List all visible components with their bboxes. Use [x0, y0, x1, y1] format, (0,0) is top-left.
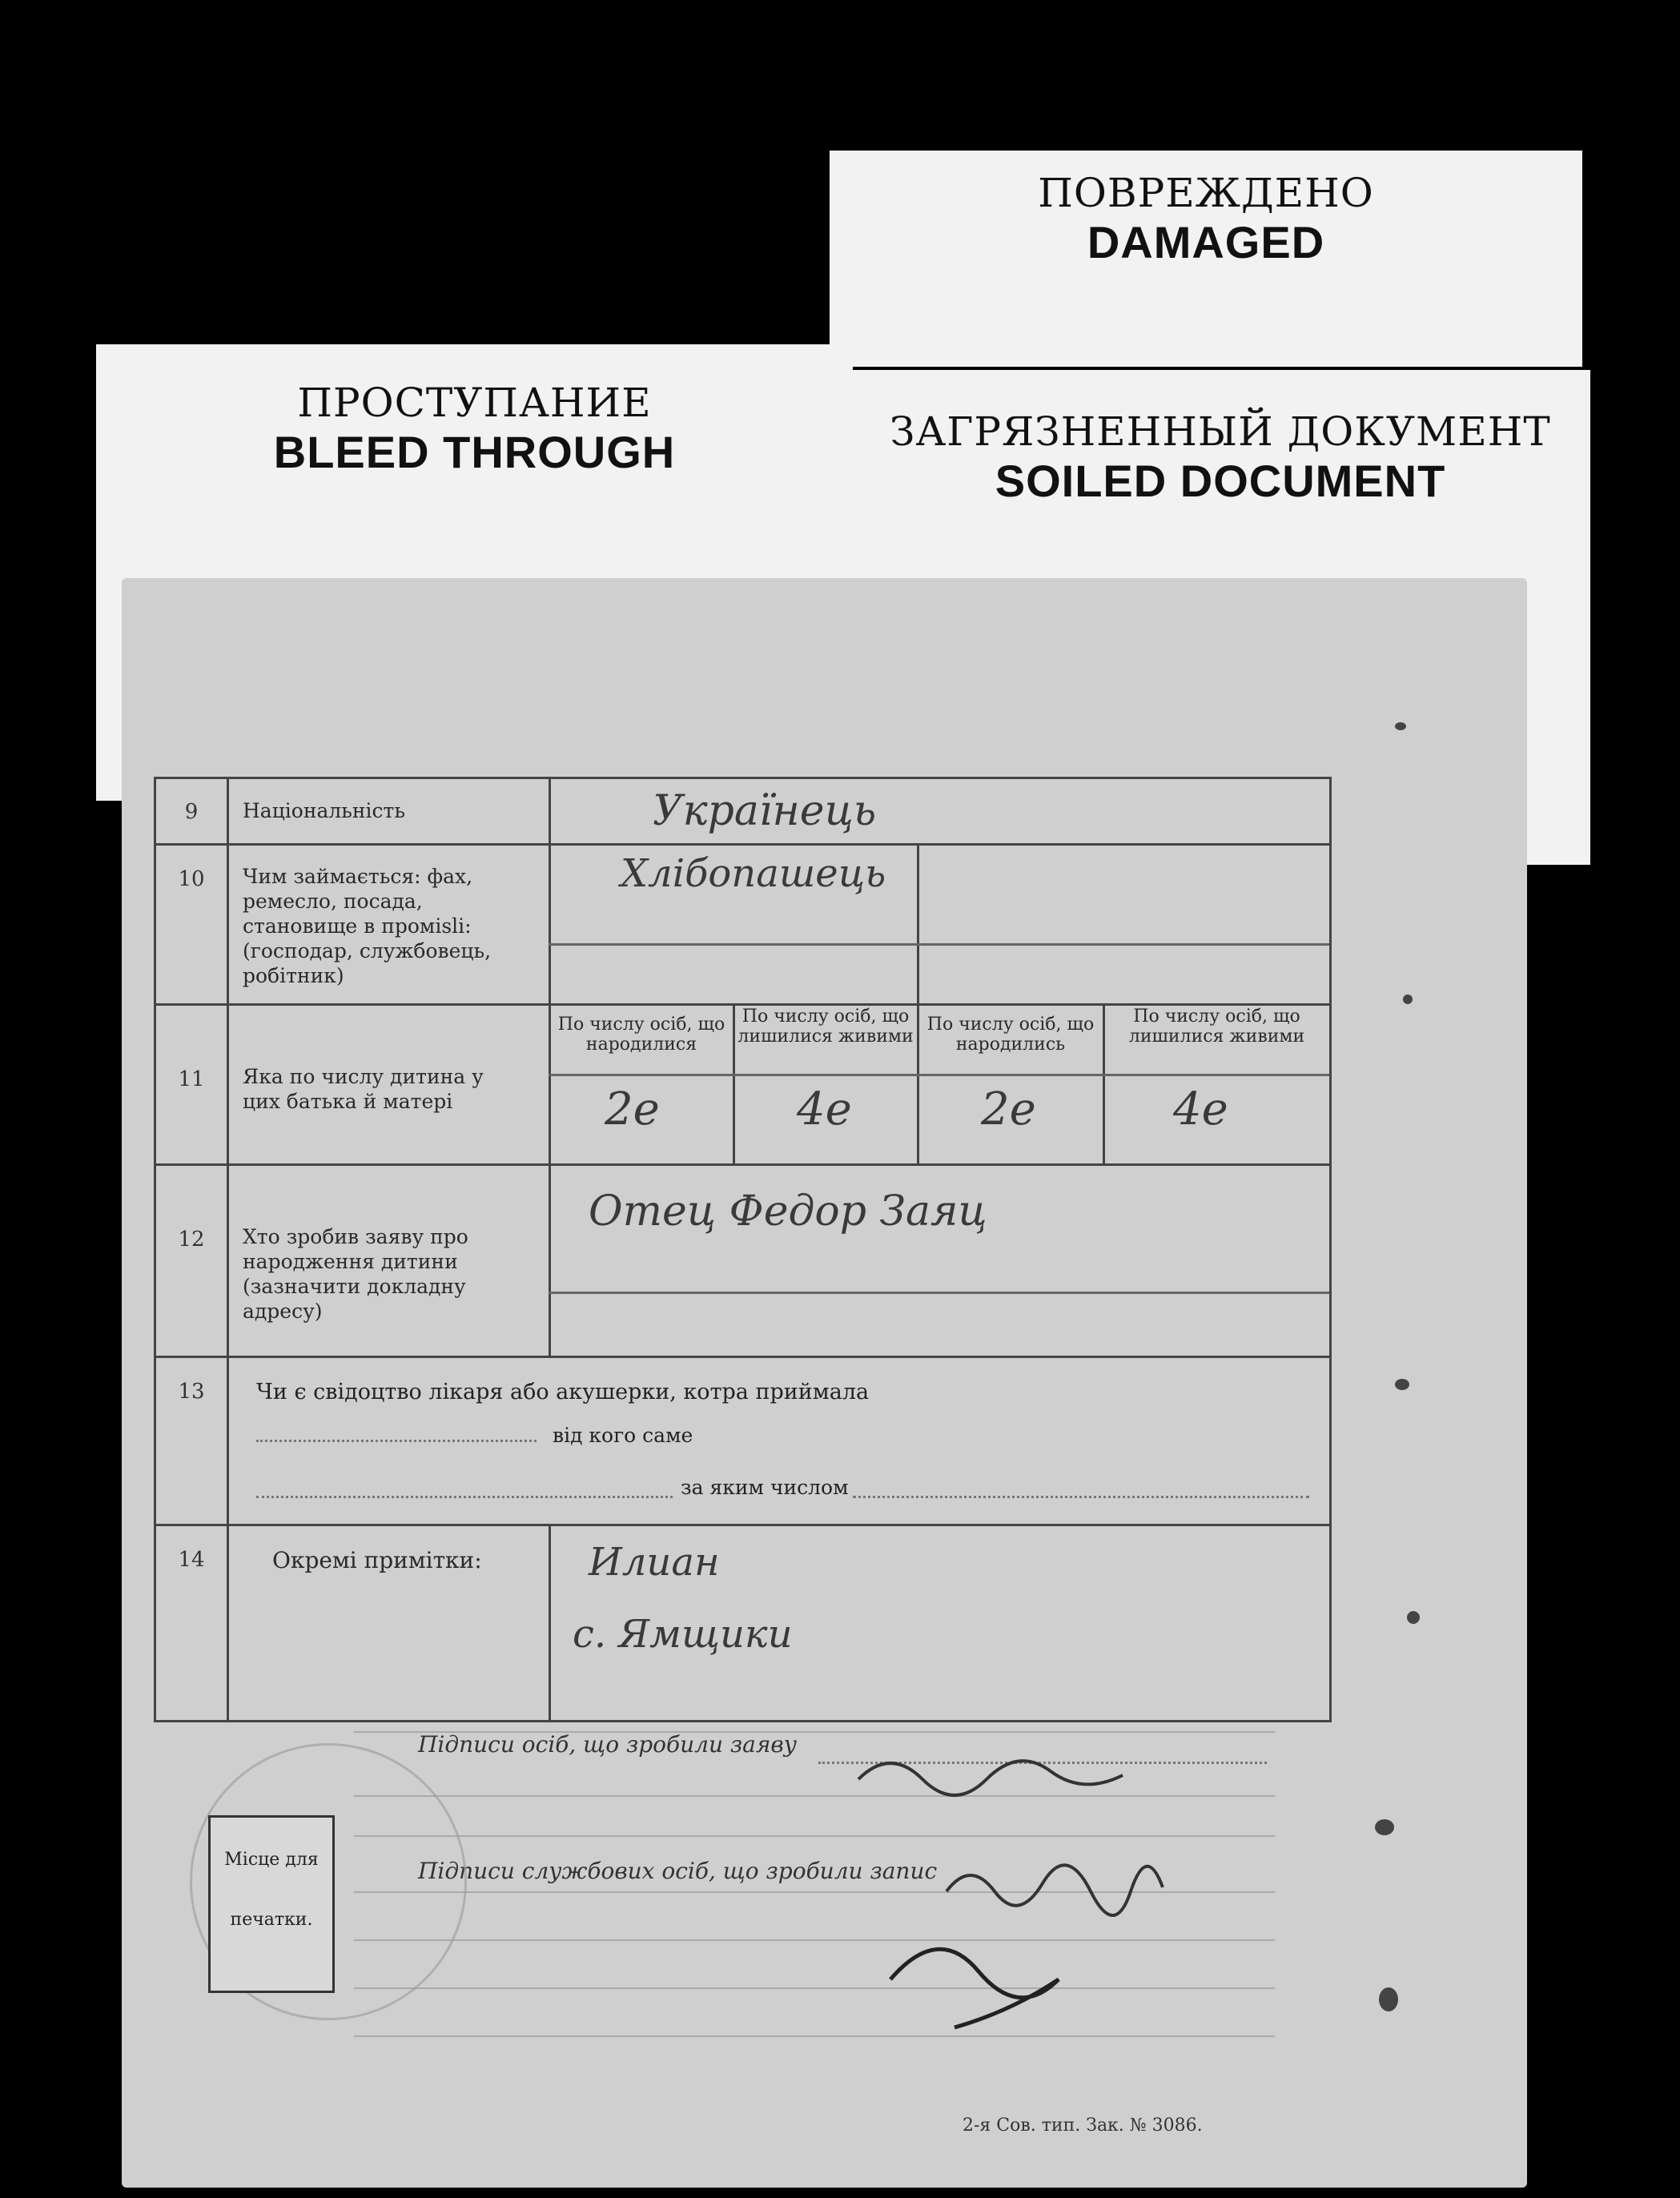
blank-line: [853, 1496, 1309, 1498]
column-divider: [549, 1524, 551, 1720]
count-header: По числу осіб, що лишилися живими: [1128, 1007, 1305, 1047]
handwritten-note: с. Ямщики: [573, 1612, 793, 1657]
table-row: [156, 843, 1329, 1006]
row-number: 12: [178, 1228, 205, 1252]
stain-mark: [1403, 995, 1413, 1004]
table-row: [156, 1163, 1329, 1358]
damaged-ru-text: ПОВРЕЖДЕНО: [1038, 170, 1374, 216]
from-whom-label: від кого саме: [553, 1424, 693, 1447]
handwritten-value: Українець: [653, 787, 877, 835]
count-header: По числу осіб, що народились: [926, 1015, 1095, 1055]
column-divider: [549, 1003, 551, 1163]
stain-mark: [1395, 722, 1406, 730]
form-table: [154, 777, 1332, 1722]
stain-mark: [1395, 1379, 1409, 1390]
column-divider: [917, 843, 919, 1003]
column-divider: [733, 1003, 735, 1163]
count-header: По числу осіб, що народилися: [557, 1015, 725, 1055]
row-number: 14: [178, 1548, 205, 1572]
blank-line: [256, 1496, 673, 1498]
column-divider: [549, 1163, 551, 1356]
table-row: [156, 1524, 1329, 1720]
handwritten-note: Илиан: [589, 1540, 720, 1585]
birth-record-sheet: [122, 578, 1527, 2188]
table-row: [156, 779, 1329, 846]
which-date-label: за яким числом: [681, 1476, 849, 1499]
handwritten-count: 2е: [981, 1083, 1036, 1135]
row-label: Національність: [243, 799, 405, 822]
row-divider: [549, 943, 1329, 946]
seal-caption: печатки.: [230, 1910, 313, 1930]
soiled-en-text: SOILED DOCUMENT: [995, 456, 1446, 506]
seal-caption: Місце для: [224, 1850, 319, 1870]
handwritten-count: 4е: [1173, 1083, 1228, 1135]
row-divider: [549, 1074, 1329, 1076]
bleed-ru-text: ПРОСТУПАНИЕ: [297, 380, 652, 426]
column-divider: [549, 779, 551, 843]
column-divider: [917, 1003, 919, 1163]
row-label: Чим займається: фах, ремесло, посада, становище в промislі: (господар, службовець, робітник): [243, 865, 492, 987]
column-divider: [549, 843, 551, 1003]
handwritten-value: Отец Федор Заяц: [589, 1187, 987, 1236]
table-row: [156, 1356, 1329, 1526]
seal-placeholder-box: [208, 1815, 335, 1993]
blank-line: [256, 1440, 537, 1442]
damaged-en-text: DAMAGED: [1087, 217, 1325, 267]
handwritten-signatures: [842, 1731, 1403, 2051]
soiled-ru-text: ЗАГРЯЗНЕННЫЙ ДОКУМЕНТ: [890, 408, 1551, 455]
row-label: Яка по числу дитина у цих батька й матері: [243, 1065, 484, 1113]
officials-signature-label: Підписи службових осіб, що зробили запис: [418, 1858, 938, 1884]
row-number: 11: [178, 1067, 205, 1091]
print-note: 2-я Сов. тип. Зак. № 3086.: [963, 2116, 1203, 2136]
row-divider: [549, 1292, 1329, 1294]
bleed-en-text: BLEED THROUGH: [273, 427, 676, 477]
row-label: Окремі примітки:: [272, 1547, 482, 1573]
row-label: Хто зробив заяву про народження дитини (зазначити докладну адресу): [243, 1225, 468, 1323]
handwritten-count: 4е: [797, 1083, 852, 1135]
row-number: 13: [178, 1380, 205, 1404]
column-divider: [1103, 1003, 1105, 1163]
row-number: 10: [178, 867, 205, 891]
damaged-placard: [830, 151, 1582, 367]
handwritten-count: 2е: [605, 1083, 660, 1135]
count-header: По числу осіб, що лишилися живими: [738, 1007, 914, 1047]
applicants-signature-label: Підписи осіб, що зробили заяву: [418, 1731, 797, 1758]
doctor-certificate-question: Чи є свідоцтво лікаря або акушерки, котра приймала: [256, 1380, 870, 1404]
handwritten-value: Хлібопашець: [621, 851, 886, 896]
table-row: [156, 1003, 1329, 1166]
row-number: 9: [184, 800, 199, 824]
stain-mark: [1407, 1611, 1420, 1624]
